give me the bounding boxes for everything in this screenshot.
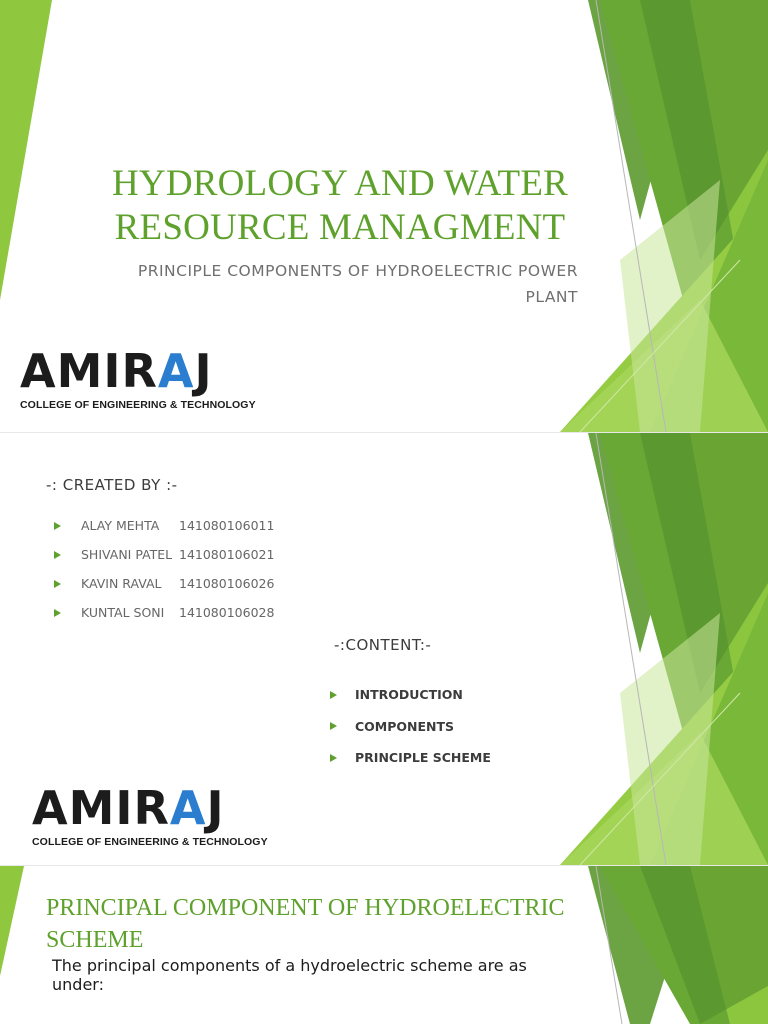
slide-body-text: The principal components of a hydroelectric scheme are as under: bbox=[52, 956, 527, 994]
list-item bbox=[330, 679, 491, 711]
amiraj-logo-mark bbox=[32, 781, 268, 835]
list-item bbox=[330, 742, 491, 774]
content-item: COMPONENTS bbox=[355, 718, 455, 734]
logo-letter-j: J bbox=[206, 781, 225, 835]
triangle-bullet-icon bbox=[54, 522, 61, 530]
logo-letters-ami: AMIR bbox=[32, 781, 170, 835]
member-name: ALAY MEHTA bbox=[81, 518, 160, 533]
triangle-bullet-icon bbox=[330, 754, 337, 762]
logo-letter-a-blue: A bbox=[157, 344, 195, 398]
member-id: 141080106026 bbox=[179, 576, 275, 591]
logo-letter-a-blue: A bbox=[169, 781, 207, 835]
logo-tagline: COLLEGE OF ENGINEERING & TECHNOLOGY bbox=[20, 399, 256, 411]
logo-tagline: COLLEGE OF ENGINEERING & TECHNOLOGY bbox=[32, 836, 268, 848]
member-name: KUNTAL SONI bbox=[81, 605, 165, 620]
list-item bbox=[54, 598, 274, 627]
member-name: KAVIN RAVAL bbox=[81, 576, 162, 591]
title-slide bbox=[0, 0, 768, 432]
components-slide bbox=[0, 866, 768, 1024]
amiraj-logo-mark bbox=[20, 344, 256, 398]
member-id: 141080106011 bbox=[179, 518, 275, 533]
triangle-bullet-icon bbox=[54, 609, 61, 617]
member-id: 141080106021 bbox=[179, 547, 275, 562]
content-item: PRINCIPLE SCHEME bbox=[355, 750, 491, 766]
list-item bbox=[330, 711, 491, 743]
logo-letters-ami: AMIR bbox=[20, 344, 158, 398]
amiraj-logo bbox=[32, 781, 268, 848]
presentation-subtitle: PRINCIPLE COMPONENTS OF HYDROELECTRIC POWER PLANT bbox=[137, 262, 578, 306]
credits-slide bbox=[0, 433, 768, 865]
member-id: 141080106028 bbox=[179, 605, 275, 620]
created-by-heading: -: CREATED BY :- bbox=[46, 476, 178, 494]
triangle-bullet-icon bbox=[330, 691, 337, 699]
triangle-bullet-icon bbox=[54, 551, 61, 559]
list-item bbox=[54, 569, 274, 598]
member-name: SHIVANI PATEL bbox=[81, 547, 173, 562]
presentation-title: HYDROLOGY AND WATER RESOURCE MANAGMENT bbox=[111, 163, 569, 248]
logo-letter-j: J bbox=[194, 344, 213, 398]
contents-list bbox=[330, 679, 491, 774]
list-item bbox=[54, 540, 274, 569]
content-item: INTRODUCTION bbox=[355, 687, 463, 703]
amiraj-logo bbox=[20, 344, 256, 411]
content-heading: -:CONTENT:- bbox=[334, 636, 432, 654]
members-list bbox=[54, 511, 274, 627]
triangle-bullet-icon bbox=[330, 722, 337, 730]
list-item bbox=[54, 511, 274, 540]
slide-title: PRINCIPAL COMPONENT OF HYDROELECTRIC SCHEME bbox=[46, 895, 565, 953]
triangle-bullet-icon bbox=[54, 580, 61, 588]
